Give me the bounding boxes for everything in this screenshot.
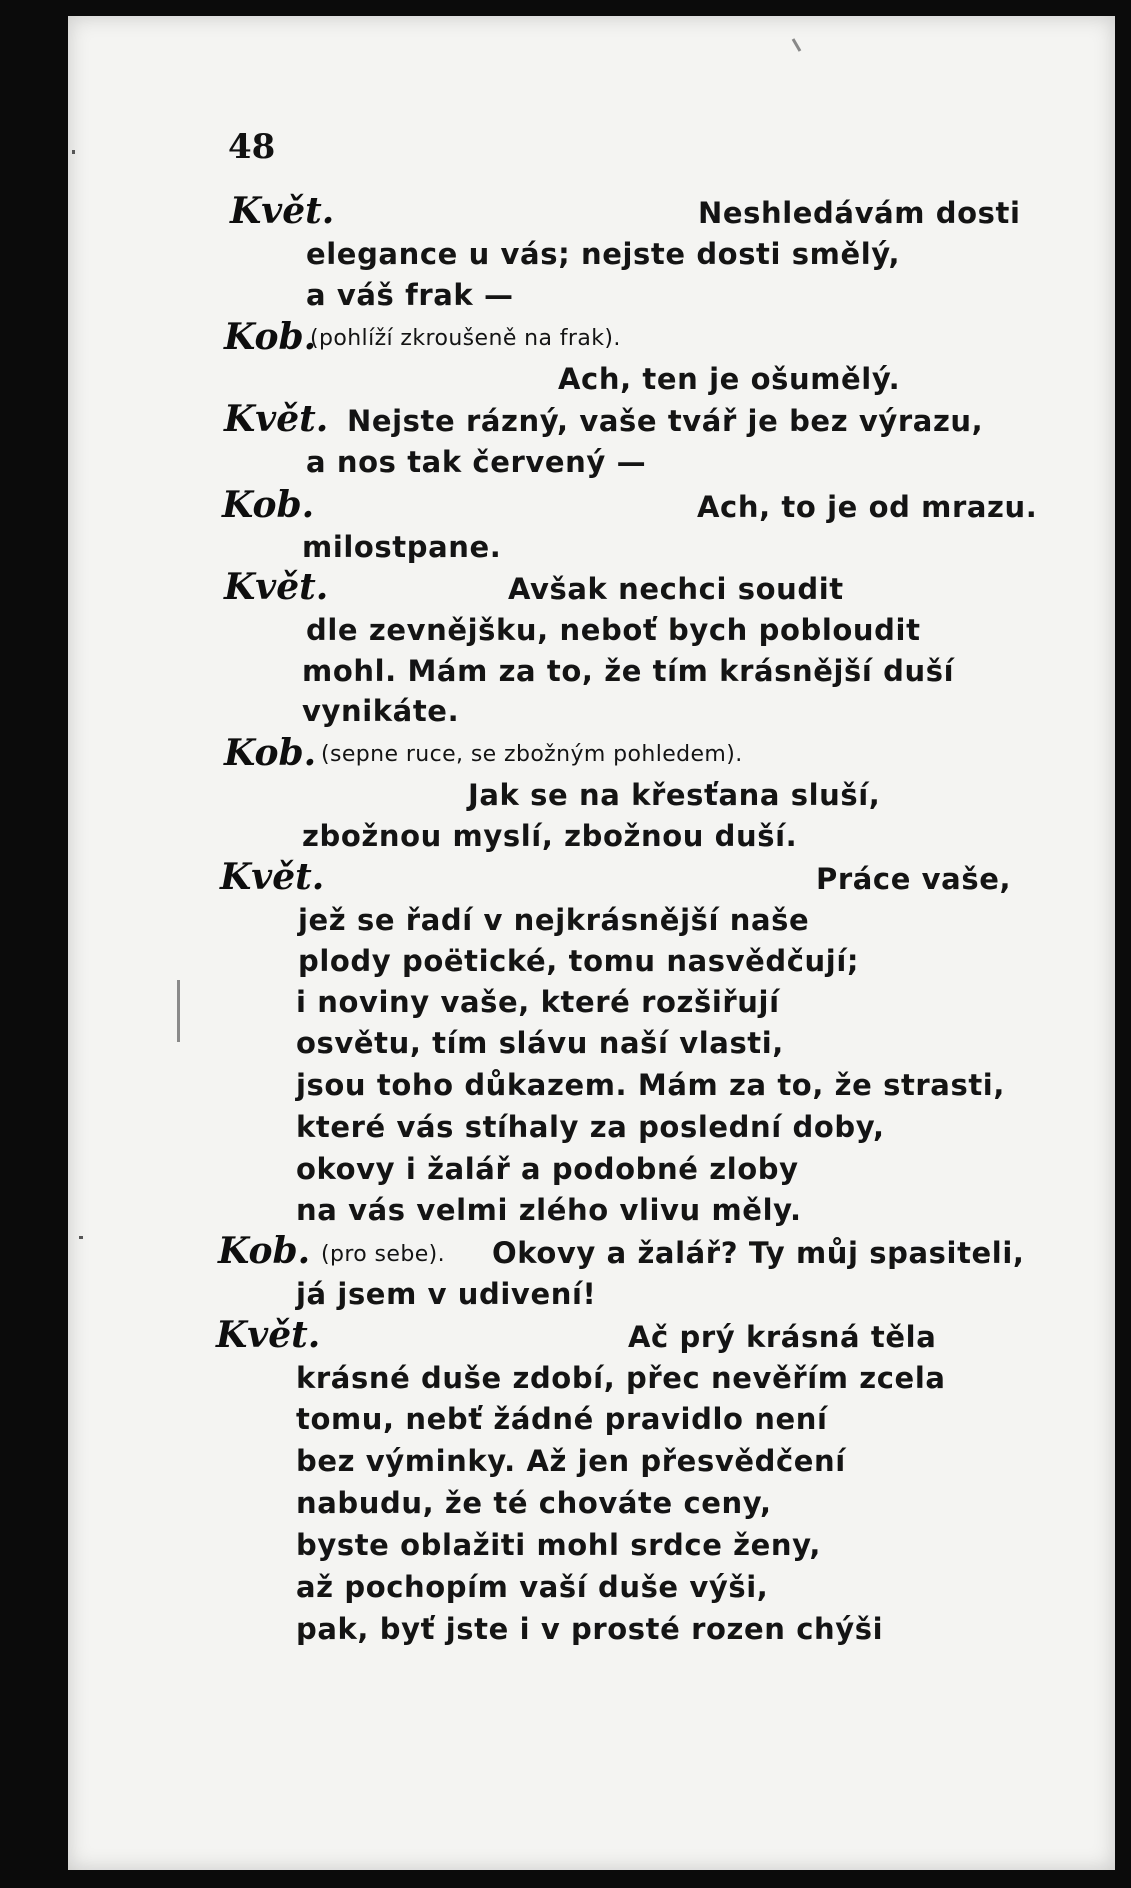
verse-line: Avšak nechci soudit (508, 572, 844, 606)
verse-line: bez výminky. Až jen přesvědčení (296, 1444, 846, 1478)
verse-line: až pochopím vaší duše výši, (296, 1570, 769, 1604)
verse-line: Ach, ten je ošumělý. (558, 362, 901, 396)
speaker-kvet: Květ. (230, 190, 335, 232)
verse-line: dle zevnějšku, neboť bych pobloudit (306, 613, 921, 647)
speaker-kob: Kob. (222, 484, 315, 526)
verse-line: okovy i žalář a podobné zloby (296, 1152, 799, 1186)
verse-line: pak, byť jste i v prosté rozen chýši (296, 1612, 884, 1646)
verse-line: jsou toho důkazem. Mám za to, že strasti, (296, 1068, 1005, 1102)
margin-speck (72, 150, 75, 154)
stage-direction: (pohlíží zkroušeně na frak). (310, 326, 621, 351)
verse-line: na vás velmi zlého vlivu měly. (296, 1193, 802, 1227)
verse-line: i noviny vaše, které rozšiřují (296, 985, 780, 1019)
verse-line: krásné duše zdobí, přec nevěřím zcela (296, 1361, 946, 1395)
speaker-kob: Kob. (224, 732, 317, 774)
verse-line: nabudu, že té chováte ceny, (296, 1486, 772, 1520)
verse-line: byste oblažiti mohl srdce ženy, (296, 1528, 822, 1562)
stage-direction: (sepne ruce, se zbožným pohledem). (321, 742, 743, 767)
speaker-kob: Kob. (224, 316, 317, 358)
verse-line: a váš frak — (306, 278, 514, 312)
margin-speck (79, 1236, 83, 1239)
page-number: 48 (228, 127, 276, 167)
verse-line: Nejste rázný, vaše tvář je bez výrazu, (347, 404, 984, 438)
verse-line: jež se řadí v nejkrásnější naše (298, 903, 810, 937)
verse-line: zbožnou myslí, zbožnou duší. (302, 819, 798, 853)
speaker-kvet: Květ. (224, 566, 329, 608)
verse-line: já jsem v udivení! (296, 1277, 597, 1311)
verse-line: Práce vaše, (816, 862, 1012, 896)
verse-line: Ač prý krásná těla (628, 1320, 937, 1354)
verse-line: Neshledávám dosti (698, 196, 1021, 230)
verse-line: Jak se na křesťana sluší, (468, 778, 881, 812)
speaker-kvet: Květ. (220, 856, 325, 898)
verse-line: plody poëtické, tomu nasvědčují; (298, 944, 860, 978)
verse-line: elegance u vás; nejste dosti smělý, (306, 237, 901, 271)
verse-line: vynikáte. (302, 694, 460, 728)
verse-line: Okovy a žalář? Ty můj spasiteli, (492, 1236, 1025, 1270)
verse-line: Ach, to je od mrazu. (697, 490, 1038, 524)
verse-line: které vás stíhaly za poslední doby, (296, 1110, 885, 1144)
speaker-kvet: Květ. (216, 1314, 321, 1356)
stage-direction: (pro sebe). (321, 1242, 446, 1267)
speaker-kob: Kob. (218, 1230, 311, 1272)
margin-mark (177, 980, 180, 1042)
verse-line: osvětu, tím slávu naší vlasti, (296, 1026, 784, 1060)
verse-line: a nos tak červený — (306, 445, 647, 479)
verse-line: milostpane. (302, 530, 502, 564)
verse-line: mohl. Mám za to, že tím krásnější duší (302, 654, 955, 688)
speaker-kvet: Květ. (224, 398, 329, 440)
verse-line: tomu, nebť žádné pravidlo není (296, 1402, 828, 1436)
